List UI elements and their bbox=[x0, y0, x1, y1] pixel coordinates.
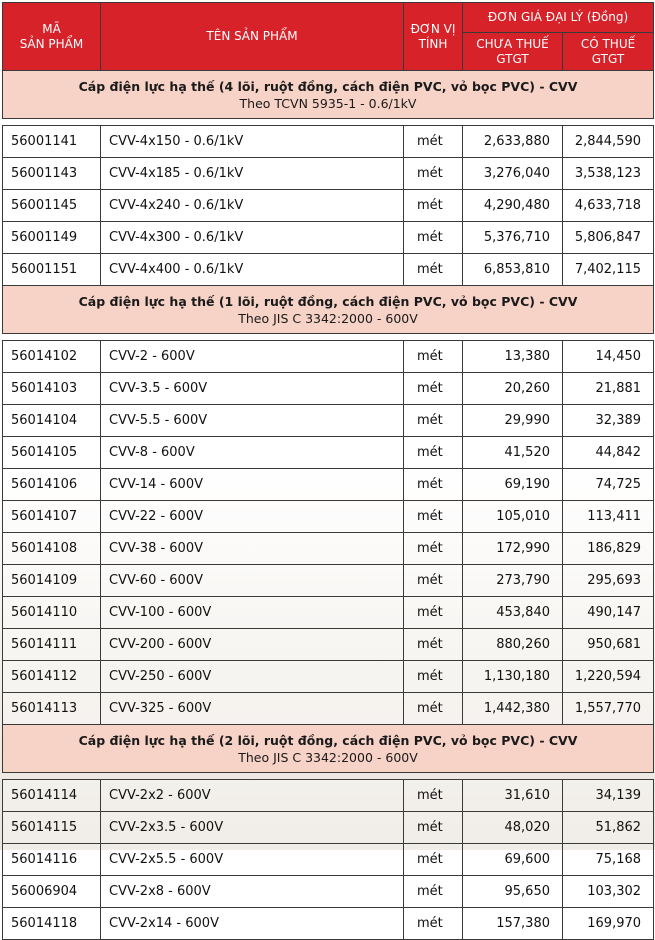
price-pre-tax: 6,853,810 bbox=[463, 254, 563, 286]
product-code: 56014114 bbox=[3, 780, 101, 812]
product-name: CVV-22 - 600V bbox=[101, 501, 404, 533]
section-header bbox=[3, 71, 654, 119]
product-code: 56014106 bbox=[3, 469, 101, 501]
product-code: 56014116 bbox=[3, 844, 101, 876]
product-name: CVV-2x2 - 600V bbox=[101, 780, 404, 812]
price-with-tax: 74,725 bbox=[563, 469, 654, 501]
section-subtitle: Theo TCVN 5935-1 - 0.6/1kV bbox=[239, 95, 417, 111]
unit: mét bbox=[404, 341, 463, 373]
product-code: 56014113 bbox=[3, 693, 101, 725]
table-row bbox=[3, 190, 654, 222]
unit: mét bbox=[404, 222, 463, 254]
price-pre-tax: 41,520 bbox=[463, 437, 563, 469]
product-name: CVV-60 - 600V bbox=[101, 565, 404, 597]
unit: mét bbox=[404, 405, 463, 437]
table-row bbox=[3, 126, 654, 158]
product-code: 56001145 bbox=[3, 190, 101, 222]
product-code: 56014110 bbox=[3, 597, 101, 629]
unit: mét bbox=[404, 693, 463, 725]
unit: mét bbox=[404, 437, 463, 469]
product-code: 56014118 bbox=[3, 908, 101, 940]
product-name: CVV-4x400 - 0.6/1kV bbox=[101, 254, 404, 286]
product-name: CVV-5.5 - 600V bbox=[101, 405, 404, 437]
price-pre-tax: 273,790 bbox=[463, 565, 563, 597]
product-code: 56014112 bbox=[3, 661, 101, 693]
product-name: CVV-325 - 600V bbox=[101, 693, 404, 725]
price-pre-tax: 95,650 bbox=[463, 876, 563, 908]
table-row bbox=[3, 780, 654, 812]
product-code: 56014107 bbox=[3, 501, 101, 533]
product-name: CVV-100 - 600V bbox=[101, 597, 404, 629]
unit: mét bbox=[404, 254, 463, 286]
table-row bbox=[3, 373, 654, 405]
product-name: CVV-8 - 600V bbox=[101, 437, 404, 469]
section-title: Cáp điện lực hạ thế (4 lõi, ruột đồng, cách điện PVC, vỏ bọc PVC) - CVV bbox=[78, 78, 578, 94]
table-row bbox=[3, 597, 654, 629]
product-code: 56014115 bbox=[3, 812, 101, 844]
table-header bbox=[3, 3, 654, 71]
table-row bbox=[3, 533, 654, 565]
price-with-tax: 2,844,590 bbox=[563, 126, 654, 158]
header-dealer-price: ĐƠN GIÁ ĐẠI LÝ (Đồng) bbox=[463, 3, 654, 33]
price-pre-tax: 20,260 bbox=[463, 373, 563, 405]
unit: mét bbox=[404, 812, 463, 844]
table-row bbox=[3, 693, 654, 725]
product-name: CVV-2x3.5 - 600V bbox=[101, 812, 404, 844]
price-pre-tax: 2,633,880 bbox=[463, 126, 563, 158]
table-row bbox=[3, 437, 654, 469]
product-name: CVV-38 - 600V bbox=[101, 533, 404, 565]
unit: mét bbox=[404, 533, 463, 565]
section-spacer bbox=[3, 773, 654, 780]
unit: mét bbox=[404, 780, 463, 812]
price-with-tax: 21,881 bbox=[563, 373, 654, 405]
price-with-tax: 5,806,847 bbox=[563, 222, 654, 254]
price-pre-tax: 880,260 bbox=[463, 629, 563, 661]
price-with-tax: 113,411 bbox=[563, 501, 654, 533]
price-pre-tax: 1,130,180 bbox=[463, 661, 563, 693]
header-product-name: TÊN SẢN PHẨM bbox=[101, 3, 404, 71]
product-name: CVV-250 - 600V bbox=[101, 661, 404, 693]
price-pre-tax: 157,380 bbox=[463, 908, 563, 940]
section-title: Cáp điện lực hạ thế (1 lõi, ruột đồng, cách điện PVC, vỏ bọc PVC) - CVV bbox=[78, 293, 578, 309]
unit: mét bbox=[404, 629, 463, 661]
unit: mét bbox=[404, 565, 463, 597]
price-pre-tax: 29,990 bbox=[463, 405, 563, 437]
unit: mét bbox=[404, 126, 463, 158]
table-row bbox=[3, 405, 654, 437]
section-header-cell bbox=[3, 71, 654, 119]
product-code: 56001141 bbox=[3, 126, 101, 158]
section-spacer bbox=[3, 119, 654, 126]
product-name: CVV-2x8 - 600V bbox=[101, 876, 404, 908]
price-with-tax: 7,402,115 bbox=[563, 254, 654, 286]
product-code: 56014109 bbox=[3, 565, 101, 597]
price-with-tax: 186,829 bbox=[563, 533, 654, 565]
price-table bbox=[2, 2, 654, 940]
price-pre-tax: 69,600 bbox=[463, 844, 563, 876]
product-name: CVV-4x185 - 0.6/1kV bbox=[101, 158, 404, 190]
table-row bbox=[3, 661, 654, 693]
table-row bbox=[3, 158, 654, 190]
unit: mét bbox=[404, 469, 463, 501]
table-row bbox=[3, 565, 654, 597]
product-code: 56014111 bbox=[3, 629, 101, 661]
product-name: CVV-2x14 - 600V bbox=[101, 908, 404, 940]
header-product-code: MÃ SẢN PHẨM bbox=[3, 3, 101, 71]
price-with-tax: 4,633,718 bbox=[563, 190, 654, 222]
price-pre-tax: 3,276,040 bbox=[463, 158, 563, 190]
section-spacer bbox=[3, 334, 654, 341]
product-code: 56014103 bbox=[3, 373, 101, 405]
unit: mét bbox=[404, 876, 463, 908]
table-row bbox=[3, 876, 654, 908]
section-header bbox=[3, 286, 654, 334]
table-row bbox=[3, 341, 654, 373]
table-row bbox=[3, 222, 654, 254]
price-pre-tax: 105,010 bbox=[463, 501, 563, 533]
product-name: CVV-14 - 600V bbox=[101, 469, 404, 501]
product-code: 56001151 bbox=[3, 254, 101, 286]
price-with-tax: 44,842 bbox=[563, 437, 654, 469]
price-with-tax: 34,139 bbox=[563, 780, 654, 812]
table-row bbox=[3, 812, 654, 844]
header-price-pre-tax: CHƯA THUẾ GTGT bbox=[463, 33, 563, 71]
product-name: CVV-4x150 - 0.6/1kV bbox=[101, 126, 404, 158]
table-row bbox=[3, 501, 654, 533]
product-code: 56014102 bbox=[3, 341, 101, 373]
table-row bbox=[3, 629, 654, 661]
product-name: CVV-2x5.5 - 600V bbox=[101, 844, 404, 876]
price-with-tax: 32,389 bbox=[563, 405, 654, 437]
section-header bbox=[3, 725, 654, 773]
section-subtitle: Theo JIS C 3342:2000 - 600V bbox=[238, 310, 418, 326]
price-pre-tax: 453,840 bbox=[463, 597, 563, 629]
price-pre-tax: 5,376,710 bbox=[463, 222, 563, 254]
table-body bbox=[3, 71, 654, 940]
table-row bbox=[3, 469, 654, 501]
product-name: CVV-200 - 600V bbox=[101, 629, 404, 661]
price-with-tax: 14,450 bbox=[563, 341, 654, 373]
price-with-tax: 1,557,770 bbox=[563, 693, 654, 725]
product-name: CVV-4x300 - 0.6/1kV bbox=[101, 222, 404, 254]
price-with-tax: 950,681 bbox=[563, 629, 654, 661]
section-header-cell bbox=[3, 286, 654, 334]
price-pre-tax: 48,020 bbox=[463, 812, 563, 844]
price-with-tax: 295,693 bbox=[563, 565, 654, 597]
unit: mét bbox=[404, 661, 463, 693]
header-unit: ĐƠN VỊ TÍNH bbox=[404, 3, 463, 71]
product-code: 56014104 bbox=[3, 405, 101, 437]
unit: mét bbox=[404, 844, 463, 876]
unit: mét bbox=[404, 190, 463, 222]
unit: mét bbox=[404, 501, 463, 533]
price-pre-tax: 4,290,480 bbox=[463, 190, 563, 222]
unit: mét bbox=[404, 373, 463, 405]
table-row bbox=[3, 908, 654, 940]
product-code: 56001143 bbox=[3, 158, 101, 190]
section-subtitle: Theo JIS C 3342:2000 - 600V bbox=[238, 749, 418, 765]
price-pre-tax: 1,442,380 bbox=[463, 693, 563, 725]
product-name: CVV-3.5 - 600V bbox=[101, 373, 404, 405]
product-name: CVV-2 - 600V bbox=[101, 341, 404, 373]
product-code: 56001149 bbox=[3, 222, 101, 254]
price-pre-tax: 13,380 bbox=[463, 341, 563, 373]
price-with-tax: 490,147 bbox=[563, 597, 654, 629]
price-with-tax: 75,168 bbox=[563, 844, 654, 876]
price-pre-tax: 69,190 bbox=[463, 469, 563, 501]
product-name: CVV-4x240 - 0.6/1kV bbox=[101, 190, 404, 222]
unit: mét bbox=[404, 597, 463, 629]
price-with-tax: 51,862 bbox=[563, 812, 654, 844]
price-with-tax: 1,220,594 bbox=[563, 661, 654, 693]
section-title: Cáp điện lực hạ thế (2 lõi, ruột đồng, cách điện PVC, vỏ bọc PVC) - CVV bbox=[78, 732, 578, 748]
price-with-tax: 103,302 bbox=[563, 876, 654, 908]
price-pre-tax: 31,610 bbox=[463, 780, 563, 812]
table-row bbox=[3, 254, 654, 286]
price-with-tax: 3,538,123 bbox=[563, 158, 654, 190]
header-price-with-tax: CÓ THUẾ GTGT bbox=[563, 33, 654, 71]
section-header-cell bbox=[3, 725, 654, 773]
unit: mét bbox=[404, 908, 463, 940]
price-with-tax: 169,970 bbox=[563, 908, 654, 940]
product-code: 56014105 bbox=[3, 437, 101, 469]
product-code: 56014108 bbox=[3, 533, 101, 565]
table-row bbox=[3, 844, 654, 876]
price-pre-tax: 172,990 bbox=[463, 533, 563, 565]
product-code: 56006904 bbox=[3, 876, 101, 908]
unit: mét bbox=[404, 158, 463, 190]
